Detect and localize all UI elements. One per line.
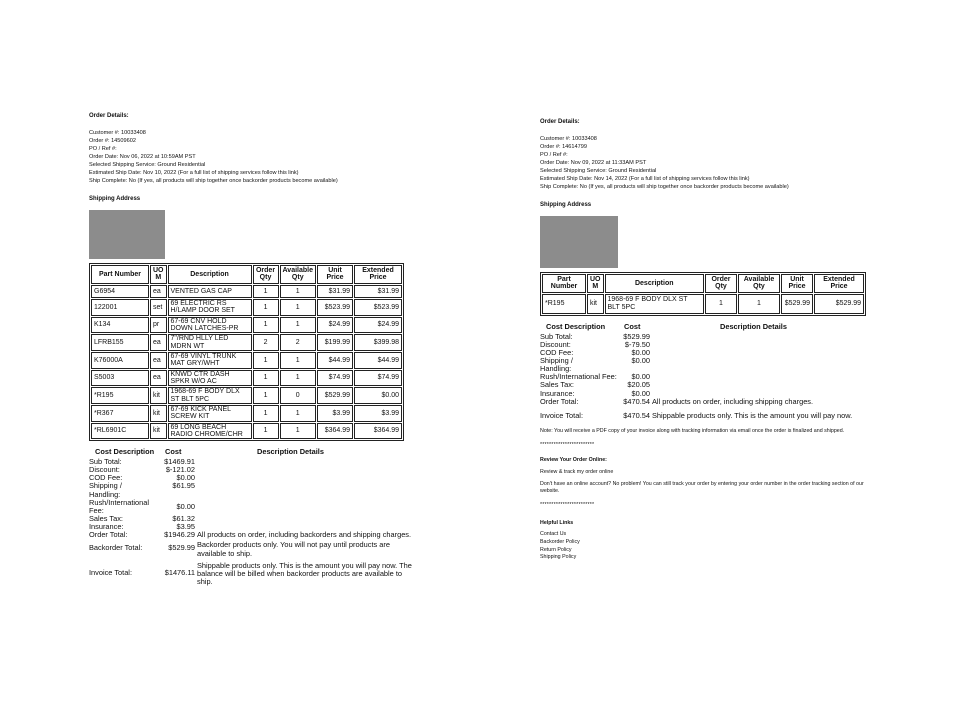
part-number: G6954	[91, 285, 149, 298]
col-extended-price: Extended Price	[814, 274, 864, 293]
order-number: Order #: 14614799	[540, 143, 587, 150]
description: 69 LONG BEACH RADIO CHROME/CHR	[168, 423, 252, 440]
table-row	[91, 317, 402, 334]
uom: kit	[150, 423, 167, 440]
estimated-ship-date: Estimated Ship Date: Nov 10, 2022 (For a full list of shipping services follow this link)	[89, 170, 299, 177]
cost-heading: Cost	[624, 321, 641, 331]
unit-price: $44.99	[317, 352, 353, 369]
cost-heading: Cost	[165, 447, 182, 457]
order-document-right	[540, 118, 875, 562]
order-qty: 1	[253, 317, 279, 334]
cost-description-heading: Cost Description	[95, 447, 155, 457]
available-qty: 1	[280, 317, 316, 334]
part-number: 122001	[91, 299, 149, 316]
separator: ************************	[540, 502, 595, 508]
items-table	[540, 272, 866, 316]
uom: kit	[150, 387, 167, 404]
unit-price: $3.99	[317, 405, 353, 422]
col-order-qty: Order Qty	[705, 274, 737, 293]
description-details-heading: Description Details	[257, 447, 324, 457]
table-row	[91, 405, 402, 422]
cost-summary-header	[540, 322, 875, 333]
uom: pr	[150, 317, 167, 334]
cost-row: Order Total: $470.54 All products on order, including shipping charges.	[540, 396, 814, 406]
extended-price: $44.99	[354, 352, 402, 369]
ship-complete: Ship Complete: No (If yes, all products will ship together once backorder products become available)	[540, 184, 789, 191]
unit-price: $31.99	[317, 285, 353, 298]
description: 67-69 VINYL TRUNK MAT GRY/WHT	[168, 352, 252, 369]
part-number: *RL6901C	[91, 423, 149, 440]
description: 69 ELECTRIC RS H/LAMP DOOR SET	[168, 299, 252, 316]
review-link[interactable]: Review & track my order online	[540, 468, 614, 475]
shipping-policy-link[interactable]: Shipping Policy	[540, 554, 577, 561]
invoice-note: Note: You will receive a PDF copy of your invoice along with tracking information via email once the order is finalized and shipped.	[540, 427, 845, 434]
col-unit-price: Unit Price	[317, 265, 353, 284]
extended-price: $74.99	[354, 370, 402, 387]
unit-price: $529.99	[781, 294, 813, 314]
cost-row: Sub Total: $1469.91	[89, 457, 195, 467]
description: 1968-69 F BODY DLX ST BLT 5PC	[605, 294, 705, 314]
unit-price: $364.99	[317, 423, 353, 440]
description: VENTED GAS CAP	[168, 285, 252, 298]
description: KNWD CTR DASH SPKR W/O AC	[168, 370, 252, 387]
po-ref: PO / Ref #:	[540, 151, 568, 158]
uom: ea	[150, 334, 167, 351]
cost-row: Shipping / Handling: $0.00	[540, 355, 650, 374]
extended-price: $399.98	[354, 334, 402, 351]
description: 67-69 KICK PANEL SCREW KIT	[168, 405, 252, 422]
order-qty: 1	[253, 405, 279, 422]
unit-price: $199.99	[317, 334, 353, 351]
table-row	[91, 423, 402, 440]
available-qty: 1	[280, 423, 316, 440]
unit-price: $529.99	[317, 387, 353, 404]
unit-price: $24.99	[317, 317, 353, 334]
order-document-left	[89, 112, 419, 586]
redacted-address	[540, 216, 618, 268]
cost-row: Discount: $-121.02	[89, 465, 195, 475]
order-qty: 1	[253, 352, 279, 369]
cost-row: Invoice Total: $1476.11 Shippable products only. This is the amount you will pay now. The balance will be billed when backorder products are available to ship.	[89, 560, 412, 587]
order-number: Order #: 14509602	[89, 137, 136, 144]
col-order-qty: Order Qty	[253, 265, 279, 284]
cost-description-heading: Cost Description	[546, 321, 606, 331]
cost-row: COD Fee: $0.00	[540, 347, 650, 357]
available-qty: 1	[280, 352, 316, 369]
cost-row: Discount: $-79.50	[540, 339, 650, 349]
col-part-number: Part Number	[542, 274, 586, 293]
extended-price: $3.99	[354, 405, 402, 422]
customer-number: Customer #: 10033408	[540, 135, 597, 142]
cost-summary	[540, 322, 875, 420]
unit-price: $74.99	[317, 370, 353, 387]
order-details-header: Order Details:	[540, 119, 580, 125]
col-available-qty: Available Qty	[738, 274, 780, 293]
cost-row: COD Fee: $0.00	[89, 473, 195, 483]
extended-price: $0.00	[354, 387, 402, 404]
description: 1968-69 F BODY DLX ST BLT 5PC	[168, 387, 252, 404]
shipping-service: Selected Shipping Service: Ground Residential	[540, 168, 657, 175]
available-qty: 1	[738, 294, 780, 314]
cost-row: Sales Tax: $20.05	[540, 380, 650, 390]
separator: ************************	[540, 441, 595, 448]
table-row	[542, 294, 864, 314]
col-part-number: Part Number	[91, 265, 149, 284]
extended-price: $529.99	[814, 294, 864, 314]
return-policy-link[interactable]: Return Policy	[540, 546, 572, 553]
col-description: Description	[168, 265, 252, 284]
cost-row: Shipping / Handling: $61.95	[89, 481, 195, 499]
extended-price: $523.99	[354, 299, 402, 316]
estimated-ship-date: Estimated Ship Date: Nov 14, 2022 (For a full list of shipping services follow this link)	[540, 176, 750, 183]
order-qty: 1	[253, 387, 279, 404]
review-header: Review Your Order Online:	[540, 457, 607, 464]
table-row	[91, 387, 402, 404]
order-date: Order Date: Nov 09, 2022 at 11:33AM PST	[540, 160, 647, 167]
available-qty: 2	[280, 334, 316, 351]
part-number: LFRB155	[91, 334, 149, 351]
uom: ea	[150, 370, 167, 387]
col-unit-price: Unit Price	[781, 274, 813, 293]
order-qty: 1	[253, 285, 279, 298]
cost-row: Sub Total: $529.99	[540, 331, 650, 341]
available-qty: 1	[280, 405, 316, 422]
table-row	[91, 370, 402, 387]
order-details-header: Order Details:	[89, 113, 129, 119]
description-details-heading: Description Details	[720, 321, 787, 331]
helpful-links-header: Helpful Links	[540, 519, 574, 526]
ship-complete: Ship Complete: No (If yes, all products will ship together once backorder products become available)	[89, 178, 338, 185]
part-number: *R195	[542, 294, 586, 314]
uom: set	[150, 299, 167, 316]
extended-price: $24.99	[354, 317, 402, 334]
uom: ea	[150, 352, 167, 369]
part-number: *R195	[91, 387, 149, 404]
shipping-service: Selected Shipping Service: Ground Residential	[89, 162, 206, 169]
col-uom: UO M	[150, 265, 167, 284]
cost-row: Insurance: $3.95	[89, 522, 195, 532]
unit-price: $523.99	[317, 299, 353, 316]
uom: kit	[587, 294, 604, 314]
uom: kit	[150, 405, 167, 422]
order-meta	[89, 129, 419, 186]
order-date: Order Date: Nov 06, 2022 at 10:59AM PST	[89, 154, 196, 161]
shipping-address-header: Shipping Address	[540, 202, 592, 209]
cost-summary	[89, 447, 419, 586]
extended-price: $364.99	[354, 423, 402, 440]
available-qty: 1	[280, 299, 316, 316]
cost-row: Insurance: $0.00	[540, 388, 650, 398]
redacted-address	[89, 210, 165, 259]
order-qty: 1	[253, 423, 279, 440]
available-qty: 1	[280, 370, 316, 387]
table-row	[91, 299, 402, 316]
col-available-qty: Available Qty	[280, 265, 316, 284]
uom: ea	[150, 285, 167, 298]
available-qty: 1	[280, 285, 316, 298]
table-row	[91, 334, 402, 351]
description: 7"/RND HLLY LED MDRN WT	[168, 334, 252, 351]
po-ref: PO / Ref #:	[89, 145, 117, 152]
description: 67-69 CNV HOLD DOWN LATCHES-PR	[168, 317, 252, 334]
cost-summary-header	[89, 447, 419, 458]
contact-us-link[interactable]: Contact Us	[540, 531, 567, 538]
extended-price: $31.99	[354, 285, 402, 298]
order-qty: 2	[253, 334, 279, 351]
cost-row: Rush/International Fee: $0.00	[89, 497, 195, 515]
shipping-address-header: Shipping Address	[89, 196, 141, 203]
part-number: K134	[91, 317, 149, 334]
cost-row: Order Total: $1946.29 All products on order, including backorders and shipping charges.	[89, 530, 412, 540]
customer-number: Customer #: 10033408	[89, 129, 146, 136]
table-row	[91, 352, 402, 369]
review-text: Don't have an online account? No problem! You can still track your order by entering your order number in the order tracking section of our website.	[540, 480, 864, 495]
order-qty: 1	[253, 370, 279, 387]
backorder-policy-link[interactable]: Backorder Policy	[540, 539, 580, 546]
cost-row: Sales Tax: $61.32	[89, 514, 195, 524]
cost-row: Invoice Total: $470.54 Shippable products only. This is the amount you will pay now.	[540, 410, 853, 420]
items-table	[89, 263, 404, 441]
table-header-row	[91, 265, 402, 284]
order-qty: 1	[253, 299, 279, 316]
col-description: Description	[605, 274, 705, 293]
cost-row: Rush/International Fee: $0.00	[540, 372, 650, 382]
order-meta	[540, 135, 875, 192]
order-qty: 1	[705, 294, 737, 314]
table-row	[91, 285, 402, 298]
helpful-links-list	[540, 531, 875, 562]
part-number: K76000A	[91, 352, 149, 369]
col-extended-price: Extended Price	[354, 265, 402, 284]
available-qty: 0	[280, 387, 316, 404]
col-uom: UO M	[587, 274, 604, 293]
part-number: S5003	[91, 370, 149, 387]
cost-row: Backorder Total: $529.99 Backorder products only. You will not pay until products are available to ship.	[89, 540, 390, 558]
part-number: *R367	[91, 405, 149, 422]
table-header-row	[542, 274, 864, 293]
